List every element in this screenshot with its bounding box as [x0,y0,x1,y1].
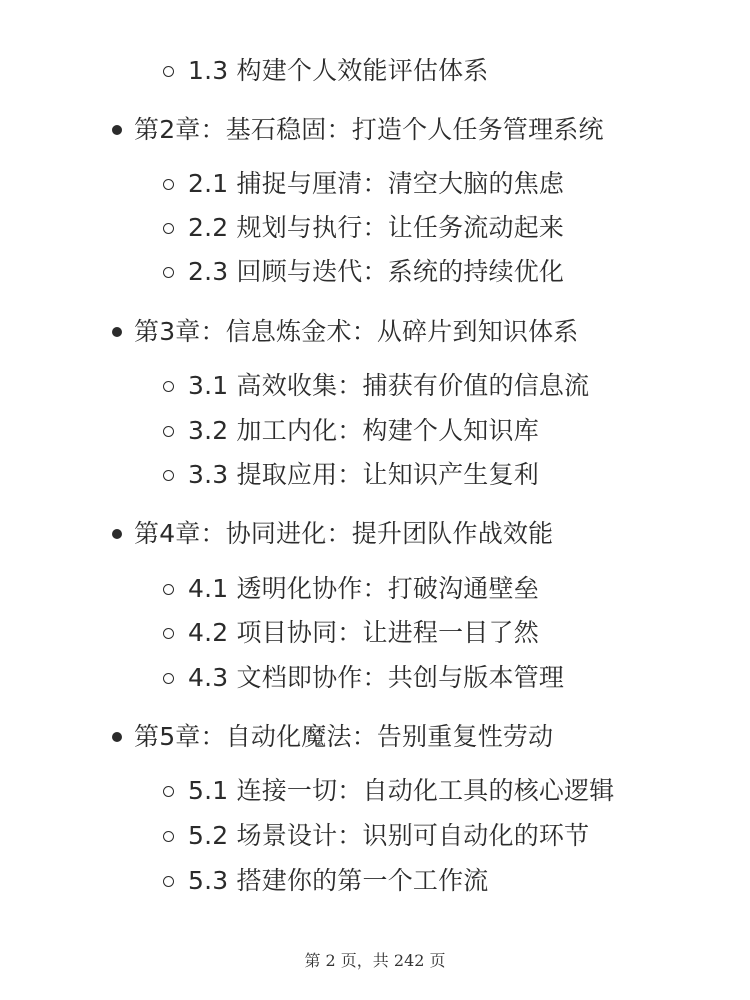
disc-bullet-icon [112,125,122,135]
toc-section-2-1: 2.1 捕捉与厘清：清空大脑的焦虑 [188,169,565,198]
toc-section-5-2: 5.2 场景设计：识别可自动化的环节 [188,821,590,850]
circle-bullet-icon [163,831,174,842]
circle-bullet-icon [163,179,174,190]
toc-section-2-2: 2.2 规划与执行：让任务流动起来 [188,213,565,242]
toc-chapter-4: 第4章：协同进化：提升团队作战效能 [134,519,554,548]
circle-bullet-icon [163,426,174,437]
toc-section-1-3: 1.3 构建个人效能评估体系 [188,56,489,85]
toc-chapter-2: 第2章：基石稳固：打造个人任务管理系统 [134,115,604,144]
disc-bullet-icon [112,327,122,337]
circle-bullet-icon [163,267,174,278]
circle-bullet-icon [163,673,174,684]
toc-section-4-2: 4.2 项目协同：让进程一目了然 [188,618,539,647]
circle-bullet-icon [163,628,174,639]
page-number-footer: 第 2 页，共 242 页 [304,951,446,970]
toc-section-5-1: 5.1 连接一切：自动化工具的核心逻辑 [188,776,615,805]
circle-bullet-icon [163,381,174,392]
circle-bullet-icon [163,786,174,797]
circle-bullet-icon [163,223,174,234]
circle-bullet-icon [163,66,174,77]
circle-bullet-icon [163,584,174,595]
disc-bullet-icon [112,529,122,539]
circle-bullet-icon [163,470,174,481]
toc-section-3-3: 3.3 提取应用：让知识产生复利 [188,460,539,489]
toc-chapter-3: 第3章：信息炼金术：从碎片到知识体系 [134,317,579,346]
toc-section-3-2: 3.2 加工内化：构建个人知识库 [188,416,539,445]
toc-section-3-1: 3.1 高效收集：捕获有价值的信息流 [188,371,590,400]
toc-section-5-3: 5.3 搭建你的第一个工作流 [188,866,489,895]
circle-bullet-icon [163,876,174,887]
toc-chapter-5: 第5章：自动化魔法：告别重复性劳动 [134,722,554,751]
toc-section-2-3: 2.3 回顾与迭代：系统的持续优化 [188,257,565,286]
toc-section-4-3: 4.3 文档即协作：共创与版本管理 [188,663,565,692]
toc-section-4-1: 4.1 透明化协作：打破沟通壁垒 [188,574,539,603]
disc-bullet-icon [112,732,122,742]
